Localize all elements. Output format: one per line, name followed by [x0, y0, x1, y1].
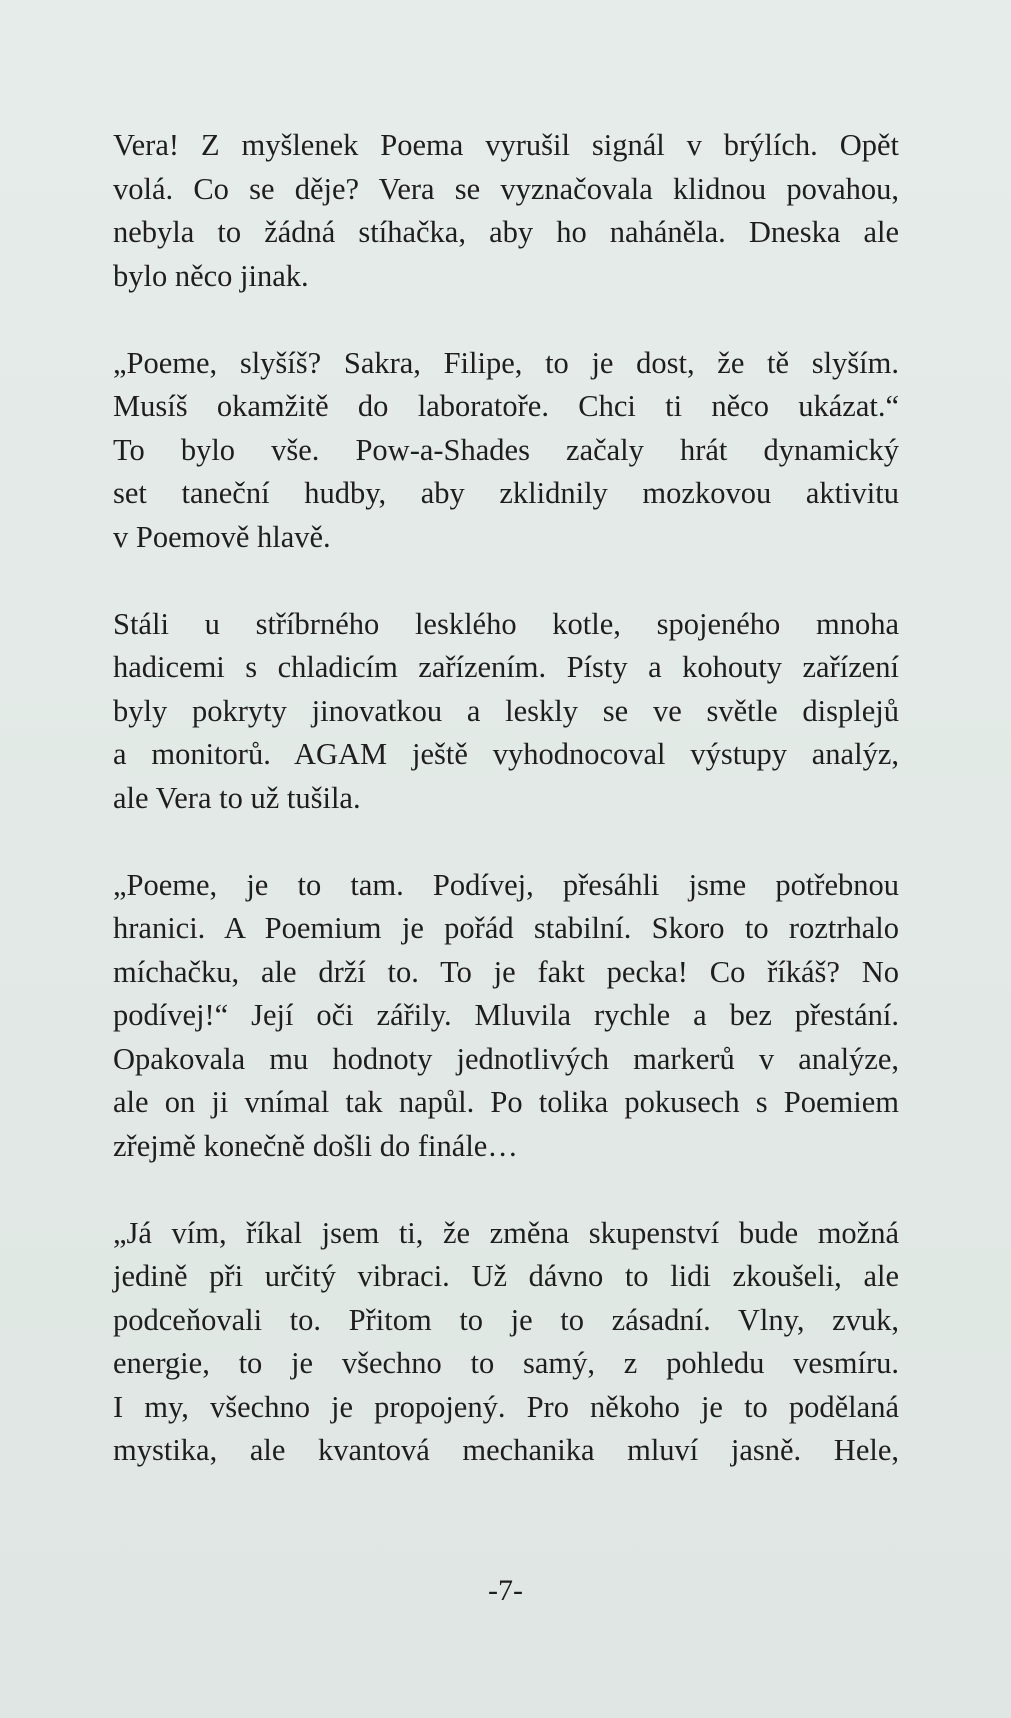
text-line: v Poemově hlavě.	[113, 519, 331, 554]
text-line: míchačku, ale drží to. To je fakt pecka! Co říkáš? No	[113, 954, 899, 989]
text-line: volá. Co se děje? Vera se vyznačovala klidnou povahou,	[113, 171, 899, 206]
text-line: „Já vím, říkal jsem ti, že změna skupenství bude možná	[113, 1215, 899, 1250]
text-line: hranici. A Poemium je pořád stabilní. Skoro to roztrhalo	[113, 911, 899, 945]
page-number: -7-	[488, 1574, 523, 1607]
text-line: zřejmě konečně došli do finále…	[113, 1128, 518, 1163]
paragraph	[113, 342, 899, 560]
text-line: podívej!“ Její oči zářily. Mluvila rychle a bez přestání.	[113, 998, 899, 1032]
paragraph	[113, 1212, 899, 1473]
paragraph	[113, 603, 899, 821]
text-line: Musíš okamžitě do laboratoře. Chci ti něco ukázat.“	[113, 389, 899, 423]
text-line: „Poeme, slyšíš? Sakra, Filipe, to je dost, že tě slyším.	[113, 345, 899, 380]
body-text	[113, 124, 899, 1516]
text-line: nebyla to žádná stíhačka, aby ho naháněla. Dneska ale	[113, 215, 899, 249]
text-line: „Poeme, je to tam. Podívej, přesáhli jsme potřebnou	[113, 867, 899, 902]
text-line: jedině při určitý vibraci. Už dávno to lidi zkoušeli, ale	[113, 1259, 899, 1293]
text-line: Stáli u stříbrného lesklého kotle, spojeného mnoha	[113, 606, 899, 641]
text-line: Vera! Z myšlenek Poema vyrušil signál v brýlích. Opět	[113, 128, 899, 162]
text-line: ale Vera to už tušila.	[113, 780, 361, 815]
text-line: I my, všechno je propojený. Pro někoho je to podělaná	[113, 1389, 899, 1424]
text-line: set taneční hudby, aby zklidnily mozkovou aktivitu	[113, 476, 899, 510]
text-line: To bylo vše. Pow-a-Shades začaly hrát dynamický	[113, 432, 899, 467]
text-line: podceňovali to. Přitom to je to zásadní. Vlny, zvuk,	[113, 1302, 899, 1337]
paragraph	[113, 864, 899, 1169]
text-line: ale on ji vnímal tak napůl. Po tolika pokusech s Poemiem	[113, 1085, 899, 1119]
text-line: energie, to je všechno to samý, z pohledu vesmíru.	[113, 1346, 899, 1380]
text-line: bylo něco jinak.	[113, 258, 309, 293]
text-line: mystika, ale kvantová mechanika mluví jasně. Hele,	[113, 1433, 899, 1467]
text-line: Opakovala mu hodnoty jednotlivých markerů v analýze,	[113, 1041, 899, 1076]
text-line: a monitorů. AGAM ještě vyhodnocoval výstupy analýz,	[113, 737, 899, 771]
text-line: hadicemi s chladicím zařízením. Písty a kohouty zařízení	[113, 650, 899, 684]
text-line: byly pokryty jinovatkou a leskly se ve světle displejů	[113, 693, 899, 728]
paragraph	[113, 124, 899, 298]
